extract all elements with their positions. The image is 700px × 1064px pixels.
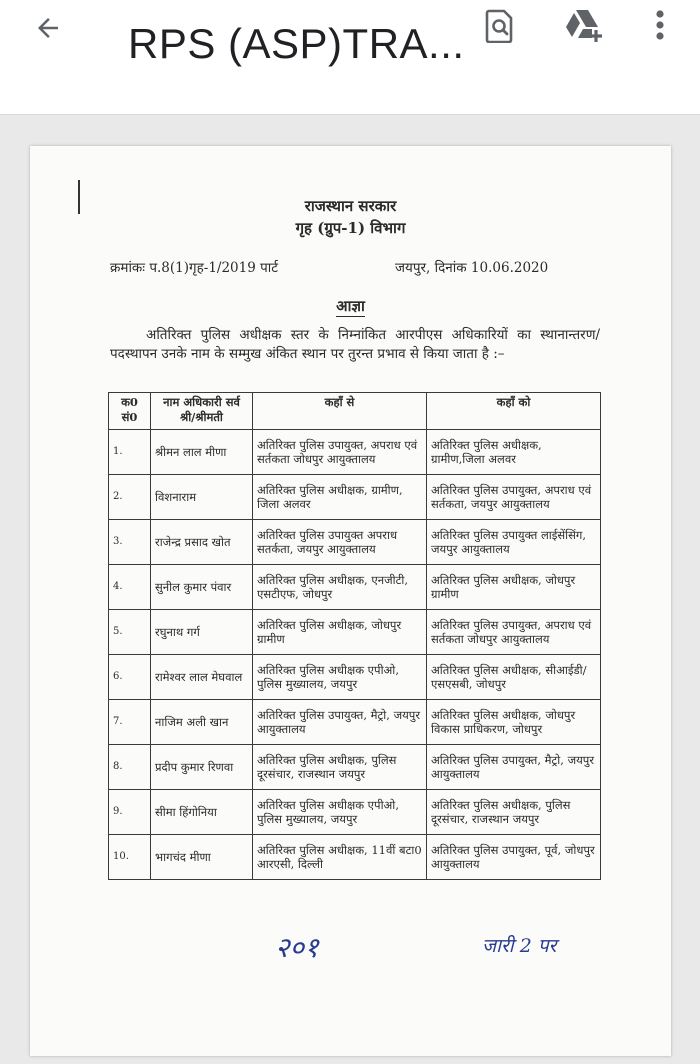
serial-cell: 9. [109,790,151,835]
from-location-cell: अतिरिक्त पुलिस उपायुक्त, अपराध एवं सर्तकता जोधपुर आयुक्तालय [253,430,427,475]
officer-name-cell: भागचंद मीणा [151,835,253,880]
order-title [30,296,671,316]
serial-cell: 6. [109,655,151,700]
serial-cell: 7. [109,700,151,745]
signature: २०१ [275,931,319,964]
from-location-cell: अतिरिक्त पुलिस अधीक्षक, ग्रामीण, जिला अलवर [253,475,427,520]
header-to: कहाँ को [427,393,601,430]
to-location-cell: अतिरिक्त पुलिस अधीक्षक, जोधपुर ग्रामीण [427,565,601,610]
from-location-cell: अतिरिक्त पुलिस अधीक्षक, जोधपुर ग्रामीण [253,610,427,655]
add-to-drive-button[interactable] [560,0,608,52]
order-title-text: आज्ञा [336,297,365,315]
serial-cell: 1. [109,430,151,475]
from-location-cell: अतिरिक्त पुलिस अधीक्षक एपीओ, पुलिस मुख्यालय, जयपुर [253,790,427,835]
document-title: RPS (ASP)TRA... [128,20,465,67]
from-location-cell: अतिरिक्त पुलिस अधीक्षक, 11वीं बटा0 आरएसी, दिल्ली [253,835,427,880]
from-location-cell: अतिरिक्त पुलिस उपायुक्त, मैट्रो, जयपुर आयुक्तालय [253,700,427,745]
back-button[interactable] [24,4,72,52]
serial-cell: 2. [109,475,151,520]
government-header: राजस्थान सरकार [304,197,397,215]
to-location-cell: अतिरिक्त पुलिस उपायुक्त, मैट्रो, जयपुर आयुक्तालय [427,745,601,790]
place-and-date: जयपुर, दिनांक 10.06.2020 [395,260,549,276]
serial-cell: 4. [109,565,151,610]
officer-name-cell: नाजिम अली खान [151,700,253,745]
table-row [109,790,601,835]
officer-name-cell: श्रीमन लाल मीणा [151,430,253,475]
serial-cell: 5. [109,610,151,655]
to-location-cell: अतिरिक्त पुलिस उपायुक्त, अपराध एवं सर्तकता, जयपुर आयुक्तालय [427,475,601,520]
officer-name-cell: विशनाराम [151,475,253,520]
to-location-cell: अतिरिक्त पुलिस अधीक्षक, ग्रामीण,जिला अलवर [427,430,601,475]
officer-name-cell: राजेन्द्र प्रसाद खोत [151,520,253,565]
officer-name-cell: रामेश्वर लाल मेघवाल [151,655,253,700]
add-to-drive-icon [564,8,604,44]
from-location-cell: अतिरिक्त पुलिस अधीक्षक, पुलिस दूरसंचार, राजस्थान जयपुर [253,745,427,790]
to-location-cell: अतिरिक्त पुलिस अधीक्षक, सीआईडी/एसएसबी, जोधपुर [427,655,601,700]
table-row [109,655,601,700]
serial-cell: 10. [109,835,151,880]
table-row [109,475,601,520]
document-page [30,146,671,1056]
serial-cell: 8. [109,745,151,790]
from-location-cell: अतिरिक्त पुलिस अधीक्षक एपीओ, पुलिस मुख्यालय, जयपुर [253,655,427,700]
department-header: गृह (ग्रुप-1) विभाग [295,219,406,237]
table-row [109,835,601,880]
reference-number: क्रमांकः प.8(1)गृह-1/2019 पार्ट [110,260,279,276]
arrow-left-icon [33,13,63,43]
table-row [109,700,601,745]
table-row [109,610,601,655]
app-bar [0,0,700,115]
table-row [109,430,601,475]
officer-name-cell: सीमा हिंगोनिया [151,790,253,835]
serial-cell: 3. [109,520,151,565]
from-location-cell: अतिरिक्त पुलिस अधीक्षक, एनजीटी, एसटीएफ, जोधपुर [253,565,427,610]
to-location-cell: अतिरिक्त पुलिस अधीक्षक, जोधपुर विकास प्राधिकरण, जोधपुर [427,700,601,745]
table-header-row [109,393,601,430]
continued-note: जारी 2 पर [482,935,557,957]
document-search-icon [485,9,515,43]
to-location-cell: अतिरिक्त पुलिस अधीक्षक, पुलिस दूरसंचार, राजस्थान जयपुर [427,790,601,835]
more-options-button[interactable] [636,0,684,52]
header-officer-name: नाम अधिकारी सर्व श्री/श्रीमती [151,393,253,430]
to-location-cell: अतिरिक्त पुलिस उपायुक्त, पूर्व, जोधपुर आयुक्तालय [427,835,601,880]
table-row [109,565,601,610]
transfer-table [108,392,601,880]
search-in-document-button[interactable] [476,0,524,52]
officer-name-cell: सुनील कुमार पंवार [151,565,253,610]
more-vertical-icon [654,9,666,43]
table-row [109,745,601,790]
officer-name-cell: प्रदीप कुमार रिणवा [151,745,253,790]
to-location-cell: अतिरिक्त पुलिस उपायुक्त, अपराध एवं सर्तकता जोधपुर आयुक्तालय [427,610,601,655]
officer-name-cell: रघुनाथ गर्ग [151,610,253,655]
to-location-cell: अतिरिक्त पुलिस उपायुक्त लाईसेंसिंग, जयपुर आयुक्तालय [427,520,601,565]
header-from: कहाँ से [253,393,427,430]
from-location-cell: अतिरिक्त पुलिस उपायुक्त अपराध सतर्कता, जयपुर आयुक्तालय [253,520,427,565]
header-serial: क0 सं0 [109,393,151,430]
order-paragraph: अतिरिक्त पुलिस अधीक्षक स्तर के निम्नांकित आरपीएस अधिकारियों का स्थानान्तरण/पदस्थापन उनके नाम के सम्मुख अंकित स्थान पर तुरन्त प्रभाव से किया जाता है :– [110,327,600,362]
table-row [109,520,601,565]
